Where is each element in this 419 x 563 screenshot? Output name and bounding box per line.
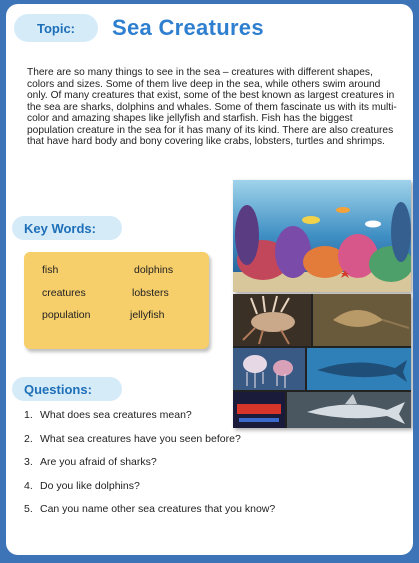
- key-words-heading: Key Words:: [12, 216, 122, 240]
- question-text: Are you afraid of sharks?: [40, 456, 157, 468]
- topic-header: [14, 14, 264, 42]
- key-words-box: [24, 252, 209, 349]
- list-item: [24, 433, 275, 457]
- question-text: Can you name other sea creatures that you know?: [40, 503, 276, 515]
- jellyfish-photo: [233, 348, 305, 390]
- lionfish-photo: [233, 294, 311, 346]
- questions-list: [24, 409, 275, 527]
- question-text: Do you like dolphins?: [40, 479, 140, 492]
- key-word: dolphins: [134, 264, 174, 276]
- question-number: 2.: [24, 432, 33, 445]
- key-word: lobsters: [132, 287, 169, 299]
- questions-heading: Questions:: [12, 377, 122, 401]
- list-item: [24, 409, 275, 433]
- key-word: creatures: [42, 287, 86, 299]
- intro-paragraph: There are so many things to see in the sea – creatures with different shapes, colors and sizes. Some of them live deep in the sea, while others swim around only. Of many creatures that exist, some of the best known as largest creatures in the sea are sharks, dolphins and whales. Some of them fascinate us with its multi-color and amazing shapes like jellyfish and starfish. Fish has the biggest population creature in the sea for it has many of its kind. There are also creatures that have hard body and bony covering like crabs, lobsters, turtles and shrimps.: [27, 67, 397, 147]
- question-text: What sea creatures have you seen before?: [40, 432, 241, 445]
- question-text: What does sea creatures mean?: [40, 409, 192, 421]
- sea-creature-collage: [233, 294, 411, 428]
- question-number: 1.: [24, 409, 33, 421]
- key-word: jellyfish: [130, 309, 165, 321]
- shark-photo: [287, 392, 411, 428]
- page-title: Sea Creatures: [112, 15, 264, 40]
- question-number: 4.: [24, 479, 33, 492]
- key-word: fish: [42, 264, 59, 276]
- shark-underwater-photo: [307, 348, 411, 390]
- topic-label: Topic:: [14, 14, 98, 42]
- question-number: 5.: [24, 503, 33, 515]
- question-number: 3.: [24, 456, 33, 468]
- stingray-photo: [313, 294, 411, 346]
- worksheet-card: [6, 4, 413, 555]
- coral-reef-photo: [233, 180, 411, 292]
- key-word: population: [42, 309, 91, 321]
- list-item: [24, 480, 275, 504]
- list-item: [24, 503, 275, 527]
- list-item: [24, 456, 275, 480]
